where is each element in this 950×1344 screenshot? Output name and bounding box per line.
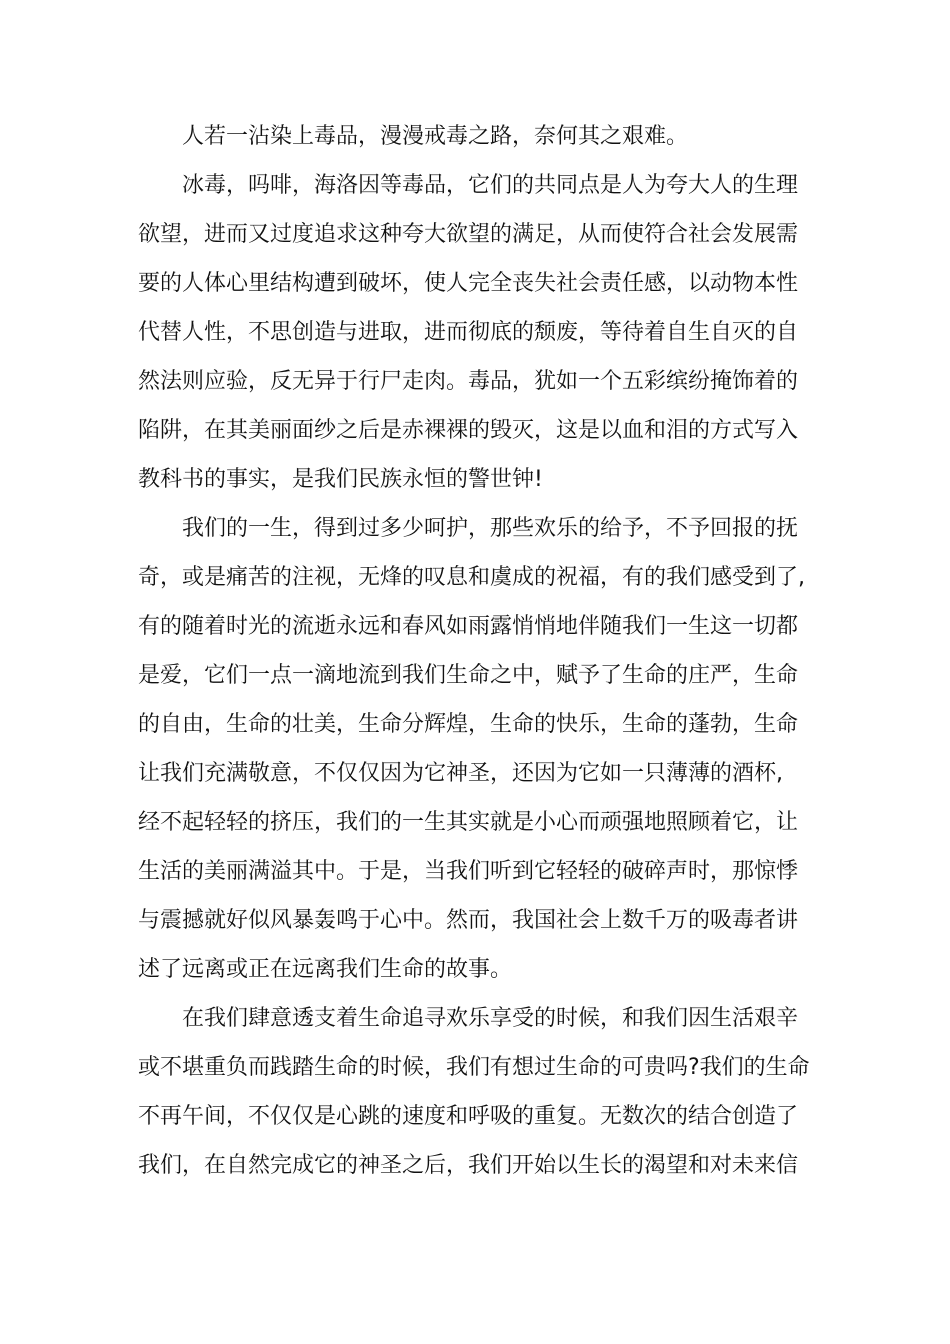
text-line: 代替人性，不思创造与进取，进而彻底的颓废，等待着自生自灭的自 (138, 320, 799, 345)
text-line: 要的人体心里结构遭到破坏，使人完全丧失社会责任感，以动物本性 (138, 271, 799, 296)
text-line: 我们，在自然完成它的神圣之后，我们开始以生长的渴望和对未来信 (138, 1153, 799, 1178)
text-line: 人若一沾染上毒品，漫漫戒毒之路，奈何其之艰难。 (182, 124, 689, 149)
text-line: 或不堪重负而践踏生命的时候，我们有想过生命的可贵吗?我们的生命 (138, 1055, 810, 1080)
text-line: 有的随着时光的流逝永远和春风如雨露悄悄地伴随我们一生这一切都 (138, 614, 799, 639)
text-line: 的自由，生命的壮美，生命分辉煌，生命的快乐，生命的蓬勃，生命 (138, 712, 799, 737)
text-line: 生活的美丽满溢其中。于是，当我们听到它轻轻的破碎声时，那惊悸 (138, 859, 799, 884)
text-line: 经不起轻轻的挤压，我们的一生其实就是小心而顽强地照顾着它，让 (138, 810, 799, 835)
text-line: 我们的一生，得到过多少呵护，那些欢乐的给予，不予回报的抚 (182, 516, 799, 541)
text-line: 陷阱，在其美丽面纱之后是赤裸裸的毁灭，这是以血和泪的方式写入 (138, 418, 799, 443)
text-line: 不再午间，不仅仅是心跳的速度和呼吸的重复。无数次的结合创造了 (138, 1104, 799, 1129)
paragraph-1 (138, 112, 798, 161)
text-line: 让我们充满敬意，不仅仅因为它神圣，还因为它如一只薄薄的酒杯, (138, 761, 783, 786)
text-line: 述了远离或正在远离我们生命的故事。 (138, 957, 513, 982)
body-text (138, 112, 810, 1190)
text-line: 欲望，进而又过度追求这种夸大欲望的满足，从而使符合社会发展需 (138, 222, 799, 247)
text-line: 冰毒，吗啡，海洛因等毒品，它们的共同点是人为夸大人的生理 (182, 173, 799, 198)
paragraph-2 (138, 161, 798, 504)
text-line: 与震撼就好似风暴轰鸣于心中。然而，我国社会上数千万的吸毒者讲 (138, 908, 799, 933)
paragraph-4 (138, 994, 810, 1190)
text-line: 教科书的事实，是我们民族永恒的警世钟! (138, 467, 543, 492)
text-line: 在我们肆意透支着生命追寻欢乐享受的时候，和我们因生活艰辛 (182, 1006, 799, 1031)
text-line: 奇，或是痛苦的注视，无烽的叹息和虞成的祝福，有的我们感受到了, (138, 565, 805, 590)
text-line: 然法则应验，反无异于行尸走肉。毒品，犹如一个五彩缤纷掩饰着的 (138, 369, 799, 394)
text-line: 是爱，它们一点一滴地流到我们生命之中，赋予了生命的庄严，生命 (138, 663, 799, 688)
paragraph-3 (138, 504, 805, 994)
